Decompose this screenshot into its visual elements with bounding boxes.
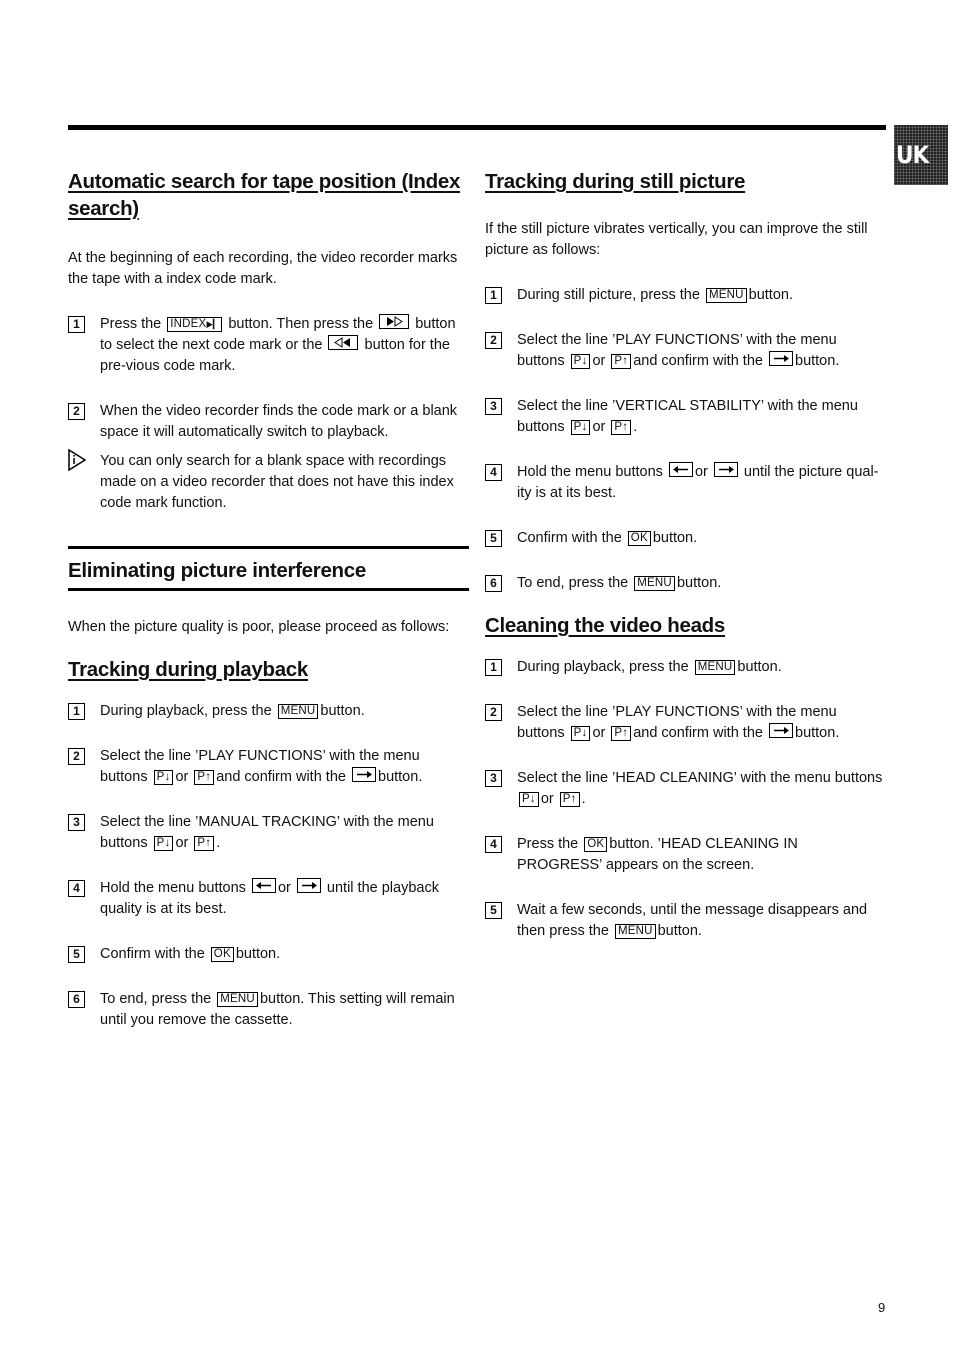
p-up-key: P↑ [611, 420, 631, 435]
ok-key: OK [584, 837, 607, 852]
still-step-3: 3 Select the line ’VERTICAL STABILITY’ with the menu buttons P↓ or P↑ . [485, 396, 885, 438]
fast-forward-key-icon [379, 314, 409, 329]
p-up-key: P↑ [611, 354, 631, 369]
arrow-up-icon: ↑ [570, 793, 577, 805]
skip-forward-icon: ▶▎ [206, 319, 220, 329]
cleaning-step-1: 1 During playback, press the MENU button. [485, 657, 885, 678]
index-tip: You can only search for a blank space with recordings made on a video recorder that does not have this index code mark function. [68, 451, 469, 514]
p-up-key: P↑ [560, 792, 580, 807]
ok-key: OK [211, 947, 234, 962]
arrow-left-key-icon [669, 462, 693, 477]
interference-heading-box [68, 546, 469, 591]
still-step-4: 4 Hold the menu buttons or until the picture qual-ity is at its best. [485, 462, 885, 504]
page-number: 9 [878, 1300, 886, 1315]
cleaning-step-2: 2 Select the line ’PLAY FUNCTIONS’ with the menu buttons P↓ or P↑ and confirm with the button. [485, 702, 885, 744]
right-column [485, 168, 885, 942]
rewind-key-icon [328, 335, 358, 350]
arrow-up-icon: ↑ [622, 727, 629, 739]
arrow-up-icon: ↑ [622, 421, 629, 433]
top-rule [68, 125, 886, 130]
ok-key: OK [628, 531, 651, 546]
p-down-key: P↓ [519, 792, 539, 807]
cleaning-step-5: 5 Wait a few seconds, until the message disappears and then press the MENU button. [485, 900, 885, 942]
playback-step-2: 2 Select the line ’PLAY FUNCTIONS’ with the menu buttons P↓ or P↑ and confirm with the button. [68, 746, 469, 788]
still-step-6: 6 To end, press the MENU button. [485, 573, 885, 594]
arrow-right-key-icon [297, 878, 321, 893]
arrow-right-key-icon [714, 462, 738, 477]
cleaning-heading: Cleaning the video heads [485, 614, 725, 637]
step-number: 2 [68, 403, 85, 420]
menu-key: MENU [695, 660, 736, 675]
info-tip-icon [68, 449, 86, 471]
arrow-right-key-icon [769, 351, 793, 366]
still-step-1: 1 During still picture, press the MENU button. [485, 285, 885, 306]
cleaning-step-3: 3 Select the line ’HEAD CLEANING’ with the menu buttons P↓ or P↑ . [485, 768, 885, 810]
p-up-key: P↑ [194, 770, 214, 785]
arrow-left-key-icon [252, 878, 276, 893]
menu-key: MENU [706, 288, 747, 303]
step-number: 1 [68, 316, 85, 333]
menu-key: MENU [634, 576, 675, 591]
menu-key: MENU [217, 992, 258, 1007]
tracking-still-heading: Tracking during still picture [485, 170, 746, 193]
tracking-playback-heading: Tracking during playback [68, 658, 309, 681]
index-search-heading: Automatic search for tape position (Index search) [68, 170, 461, 220]
index-step-2: 2 When the video recorder finds the code mark or a blank space it will automatically switch to playback. [68, 401, 469, 443]
playback-step-6: 6 To end, press the MENU button. This setting will remain until you remove the cassette. [68, 989, 469, 1031]
p-down-key: P↓ [571, 354, 591, 369]
menu-key: MENU [615, 924, 656, 939]
menu-key: MENU [278, 704, 319, 719]
arrow-right-key-icon [769, 723, 793, 738]
playback-step-5: 5 Confirm with the OK button. [68, 944, 469, 965]
p-down-key: P↓ [571, 726, 591, 741]
arrow-down-icon: ↓ [529, 793, 536, 805]
p-up-key: P↑ [194, 836, 214, 851]
language-tab: UK [894, 125, 948, 185]
arrow-down-icon: ↓ [581, 727, 588, 739]
arrow-down-icon: ↓ [164, 837, 171, 849]
playback-step-3: 3 Select the line ’MANUAL TRACKING’ with the menu buttons P↓ or P↑ . [68, 812, 469, 854]
playback-step-1: 1 During playback, press the MENU button. [68, 701, 469, 722]
arrow-down-icon: ↓ [581, 355, 588, 367]
arrow-right-key-icon [352, 767, 376, 782]
still-step-5: 5 Confirm with the OK button. [485, 528, 885, 549]
tracking-still-intro: If the still picture vibrates vertically, you can improve the still picture as follows: [485, 221, 868, 258]
interference-heading: Eliminating picture interference [68, 559, 366, 582]
arrow-up-icon: ↑ [622, 355, 629, 367]
p-down-key: P↓ [571, 420, 591, 435]
left-column [68, 168, 469, 1031]
cleaning-step-4: 4 Press the OK button. ’HEAD CLEANING IN PROGRESS’ appears on the screen. [485, 834, 885, 876]
arrow-up-icon: ↑ [205, 837, 212, 849]
arrow-up-icon: ↑ [205, 771, 212, 783]
p-down-key: P↓ [154, 770, 174, 785]
p-up-key: P↑ [611, 726, 631, 741]
still-step-2: 2 Select the line ’PLAY FUNCTIONS’ with the menu buttons P↓ or P↑ and confirm with the button. [485, 330, 885, 372]
playback-step-4: 4 Hold the menu buttons or until the playback quality is at its best. [68, 878, 469, 920]
index-step-1: 1 Press the INDEX▶▎ button. Then press the button to select the next code mark or the button for the pre-vious code mark. [68, 314, 469, 377]
index-key: INDEX▶▎ [167, 317, 222, 332]
arrow-down-icon: ↓ [581, 421, 588, 433]
interference-intro: When the picture quality is poor, please proceed as follows: [68, 619, 450, 635]
index-search-intro: At the beginning of each recording, the video recorder marks the tape with a index code mark. [68, 250, 458, 287]
p-down-key: P↓ [154, 836, 174, 851]
arrow-down-icon: ↓ [164, 771, 171, 783]
